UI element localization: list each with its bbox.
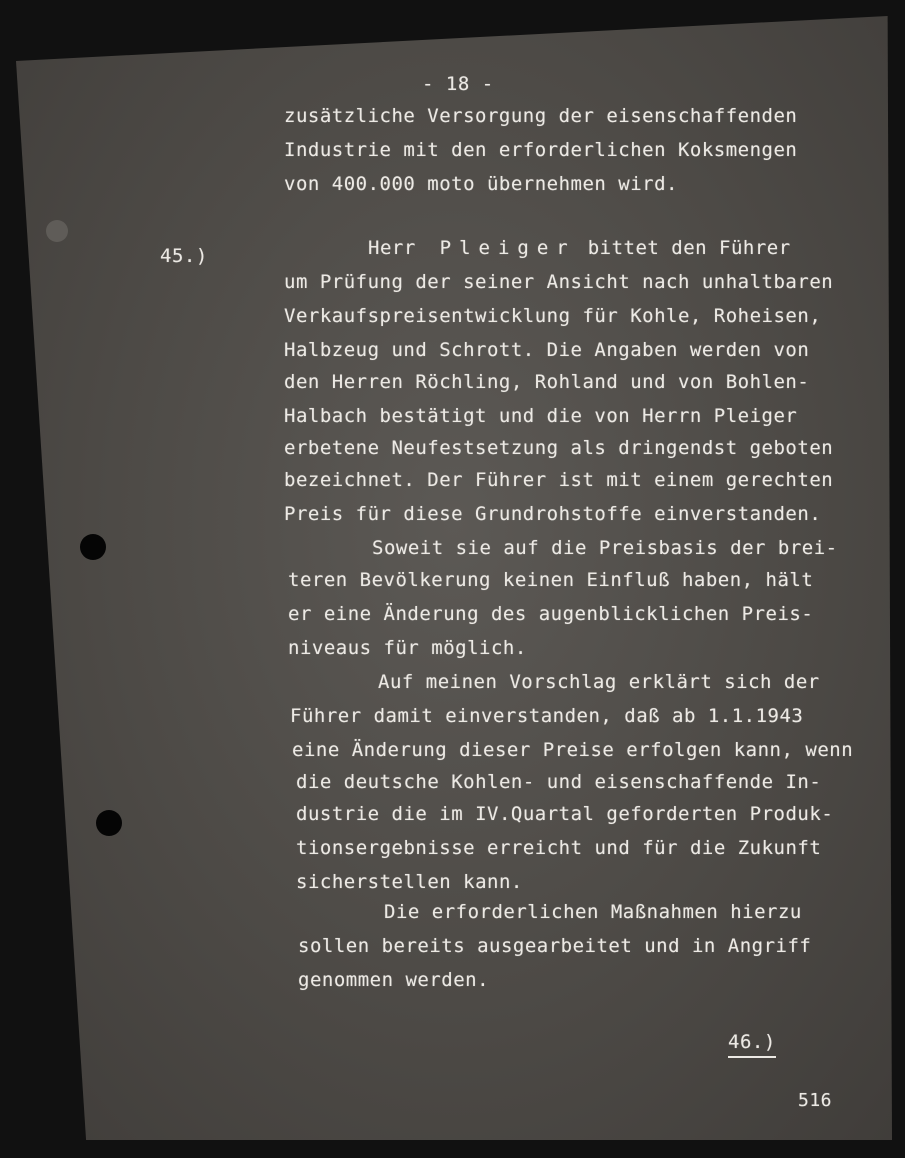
- page-number: - 18 -: [422, 73, 494, 95]
- text-line: tionsergebnisse erreicht und für die Zukunft: [296, 837, 822, 859]
- text-line: Industrie mit den erforderlichen Koksmengen: [284, 139, 798, 161]
- text-line: die deutsche Kohlen- und eisenschaffende In-: [296, 771, 822, 793]
- text-line: erbetene Neufestsetzung als dringendst geboten: [284, 437, 834, 459]
- text-line: den Herren Röchling, Rohland und von Bohlen-: [284, 371, 810, 393]
- text-line: teren Bevölkerung keinen Einfluß haben, hält: [288, 569, 814, 591]
- item-opening-name: Pleiger: [439, 237, 576, 259]
- item-opening-rest: bittet den Führer: [587, 237, 791, 259]
- text-line: bezeichnet. Der Führer ist mit einem gerechten: [284, 469, 834, 491]
- text-line: sollen bereits ausgearbeitet und in Angriff: [298, 935, 812, 957]
- punch-hole-upper: [80, 534, 106, 560]
- text-line-indented: Auf meinen Vorschlag erklärt sich der: [378, 671, 820, 693]
- text-line: dustrie die im IV.Quartal geforderten Produk-: [296, 803, 834, 825]
- text-line: Halbach bestätigt und die von Herrn Pleiger: [284, 405, 798, 427]
- text-line: Verkaufspreisentwicklung für Kohle, Roheisen,: [284, 305, 822, 327]
- punch-hole-lower: [96, 810, 122, 836]
- text-line: Preis für diese Grundrohstoffe einverstanden.: [284, 503, 822, 525]
- text-line: um Prüfung der seiner Ansicht nach unhaltbaren: [284, 271, 834, 293]
- item-number: 45.): [160, 245, 208, 267]
- text-line: sicherstellen kann.: [296, 871, 523, 893]
- item-opening-prefix: Herr: [368, 237, 416, 259]
- text-line: er eine Änderung des augenblicklichen Preis-: [288, 603, 814, 625]
- text-line-indented: Die erforderlichen Maßnahmen hierzu: [384, 901, 802, 923]
- text-line: genommen werden.: [298, 969, 490, 991]
- text-line-indented: Soweit sie auf die Preisbasis der brei-: [372, 537, 838, 559]
- text-line: niveaus für möglich.: [288, 637, 527, 659]
- next-item-number: 46.): [728, 1028, 776, 1058]
- text-line: von 400.000 moto übernehmen wird.: [284, 173, 678, 195]
- faint-punch-hole: [46, 220, 68, 242]
- text-line: Halbzeug und Schrott. Die Angaben werden von: [284, 339, 810, 361]
- text-line: eine Änderung dieser Preise erfolgen kann, wenn: [292, 739, 854, 761]
- text-line: Führer damit einverstanden, daß ab 1.1.1943: [290, 705, 804, 727]
- folio-number: 516: [798, 1090, 833, 1111]
- text-line: zusätzliche Versorgung der eisenschaffenden: [284, 105, 798, 127]
- item-opening-line: [368, 232, 791, 265]
